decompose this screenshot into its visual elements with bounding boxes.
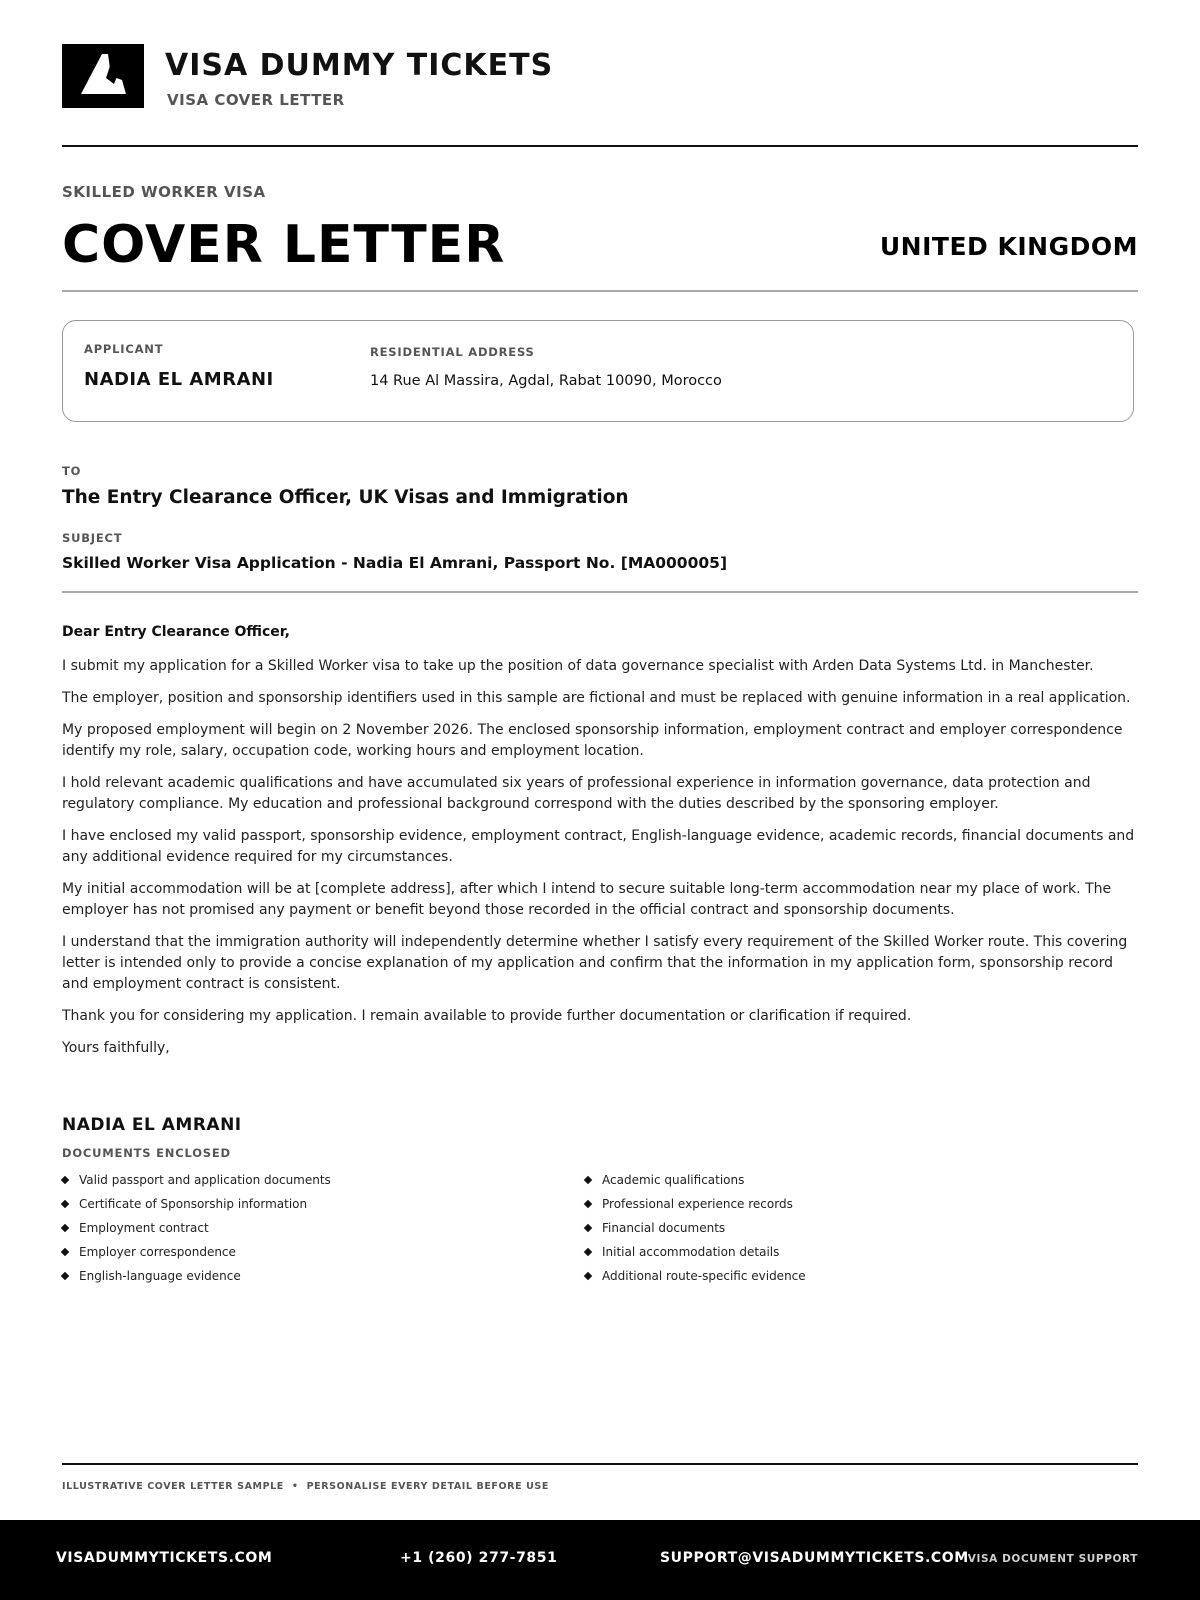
documents-list-left: [62, 1168, 331, 1288]
list-item: [585, 1168, 806, 1192]
documents-list-right: [585, 1168, 806, 1288]
document-item: Additional route-specific evidence: [602, 1269, 806, 1283]
diamond-bullet-icon: [584, 1200, 592, 1208]
document-item: Academic qualifications: [602, 1173, 745, 1187]
footer-divider: [62, 1463, 1138, 1465]
address-label: RESIDENTIAL ADDRESS: [370, 345, 535, 359]
sample-disclaimer: [62, 1481, 549, 1492]
document-item: English-language evidence: [79, 1269, 241, 1283]
diamond-bullet-icon: [584, 1248, 592, 1256]
subject-label: SUBJECT: [62, 531, 123, 545]
diamond-bullet-icon: [584, 1176, 592, 1184]
document-item: Employment contract: [79, 1221, 209, 1235]
list-item: [62, 1216, 331, 1240]
recipient-label: TO: [62, 464, 82, 478]
diamond-bullet-icon: [61, 1224, 69, 1232]
disclaimer-separator: •: [291, 1481, 299, 1492]
letterhead: [62, 44, 1138, 108]
signature-name: NADIA EL AMRANI: [62, 1115, 242, 1135]
title-divider: [62, 290, 1138, 292]
footer-phone-link[interactable]: +1 (260) 277-7851: [400, 1550, 558, 1566]
disclaimer-part: PERSONALISE EVERY DETAIL BEFORE USE: [306, 1481, 549, 1492]
footer-email-link[interactable]: SUPPORT@VISADUMMYTICKETS.COM: [660, 1550, 969, 1566]
document-title: COVER LETTER: [62, 215, 506, 275]
list-item: [62, 1264, 331, 1288]
applicant-name: NADIA EL AMRANI: [84, 369, 274, 390]
salutation: Dear Entry Clearance Officer,: [62, 624, 290, 640]
letter-paragraph: I submit my application for a Skilled Worker visa to take up the position of data governance specialist with Arden Data Systems Ltd. in Manchester.: [62, 658, 1094, 674]
visa-type-kicker: SKILLED WORKER VISA: [62, 183, 266, 201]
list-item: [585, 1192, 806, 1216]
recipient-value: The Entry Clearance Officer, UK Visas and Immigration: [62, 487, 629, 508]
footer-website-link[interactable]: VISADUMMYTICKETS.COM: [56, 1550, 273, 1566]
closing: Yours faithfully,: [62, 1040, 170, 1056]
documents-enclosed-label: DOCUMENTS ENCLOSED: [62, 1146, 231, 1160]
document-item: Employer correspondence: [79, 1245, 236, 1259]
destination-country: UNITED KINGDOM: [879, 232, 1138, 261]
list-item: [62, 1192, 331, 1216]
contact-footer: [0, 1520, 1200, 1600]
applicant-address: 14 Rue Al Massira, Agdal, Rabat 10090, Morocco: [370, 373, 722, 389]
document-item: Financial documents: [602, 1221, 726, 1235]
document-item: Certificate of Sponsorship information: [79, 1197, 308, 1211]
list-item: [62, 1240, 331, 1264]
subject-divider: [62, 591, 1138, 593]
applicant-card: [62, 320, 1134, 422]
list-item: [62, 1168, 331, 1192]
document-item: Professional experience records: [602, 1197, 793, 1211]
disclaimer-part: ILLUSTRATIVE COVER LETTER SAMPLE: [62, 1481, 284, 1492]
applicant-label: APPLICANT: [84, 342, 164, 356]
brand-logo: [62, 44, 144, 108]
brand-title: VISA DUMMY TICKETS: [165, 48, 554, 83]
letter-paragraph: I have enclosed my valid passport, sponsorship evidence, employment contract, English-language evidence, academic records, financial documents and any additional evidence required for my circumstances.: [62, 828, 1135, 865]
brand-subtitle: VISA COVER LETTER: [167, 91, 345, 109]
diamond-bullet-icon: [61, 1176, 69, 1184]
letter-paragraph: I hold relevant academic qualifications and have accumulated six years of professional experience in information governance, data protection and regulatory compliance. My education and professional background correspond with the duties described by the sponsoring employer.: [62, 775, 1091, 812]
letter-paragraph: Thank you for considering my application. I remain available to provide further documentation or clarification if required.: [62, 1008, 912, 1024]
footer-tagline: VISA DOCUMENT SUPPORT: [967, 1553, 1138, 1565]
diamond-bullet-icon: [61, 1248, 69, 1256]
list-item: [585, 1264, 806, 1288]
diamond-bullet-icon: [61, 1272, 69, 1280]
header-divider: [62, 145, 1138, 147]
diamond-bullet-icon: [584, 1224, 592, 1232]
document-item: Initial accommodation details: [602, 1245, 780, 1259]
subject-value: Skilled Worker Visa Application - Nadia El Amrani, Passport No. [MA000005]: [62, 554, 728, 572]
letter-body: [62, 656, 1142, 1070]
letter-paragraph: My proposed employment will begin on 2 November 2026. The enclosed sponsorship information, employment contract and employer correspondence identify my role, salary, occupation code, working hours and employment location.: [62, 722, 1123, 759]
letter-paragraph: My initial accommodation will be at [complete address], after which I intend to secure suitable long-term accommodation near my place of work. The employer has not promised any payment or benefit beyond those recorded in the official contract and sponsorship documents.: [62, 881, 1112, 918]
document-item: Valid passport and application documents: [79, 1173, 331, 1187]
list-item: [585, 1240, 806, 1264]
diamond-bullet-icon: [584, 1272, 592, 1280]
letter-paragraph: The employer, position and sponsorship identifiers used in this sample are fictional and must be replaced with genuine information in a real application.: [62, 690, 1131, 706]
letter-paragraph: I understand that the immigration authority will independently determine whether I satisfy every requirement of the Skilled Worker route. This covering letter is intended only to provide a concise explanation of my application and confirm that the information in my application form, sponsorship record and employment contract is consistent.: [62, 934, 1128, 992]
plane-tail-logo-icon: [62, 44, 144, 108]
diamond-bullet-icon: [61, 1200, 69, 1208]
list-item: [585, 1216, 806, 1240]
